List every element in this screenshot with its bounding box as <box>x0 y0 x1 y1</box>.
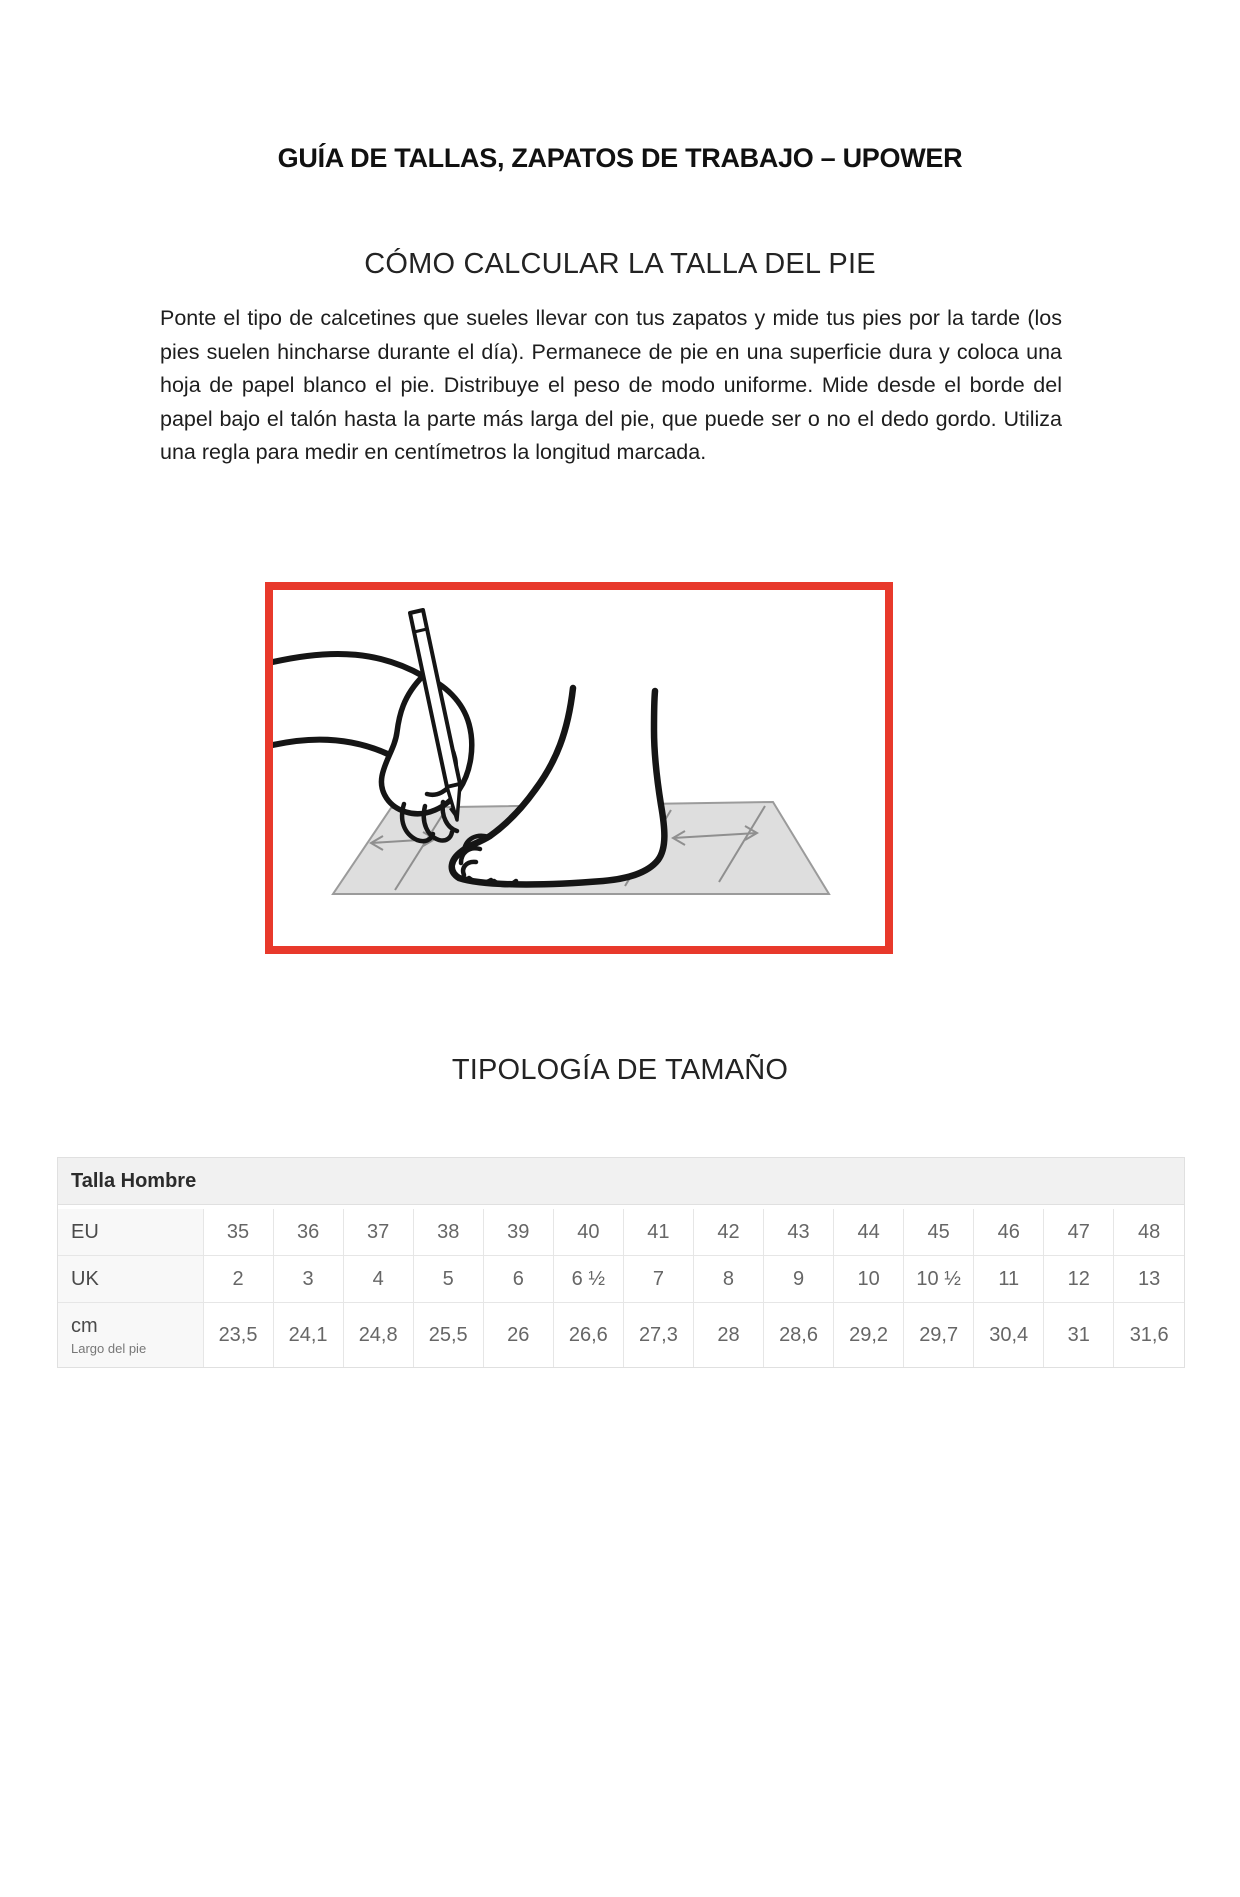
size-cell-cm: 26 <box>483 1303 553 1367</box>
size-cell-eu: 44 <box>834 1209 904 1256</box>
row-label-uk <box>58 1256 203 1303</box>
size-cell-eu: 46 <box>974 1209 1044 1256</box>
row-sublabel-text: Largo del pie <box>71 1341 147 1357</box>
size-cell-uk: 13 <box>1114 1256 1184 1303</box>
row-label-cm <box>58 1303 203 1367</box>
size-cell-cm: 30,4 <box>974 1303 1044 1367</box>
row-label-text: EU <box>71 1220 99 1243</box>
size-cell-cm: 29,2 <box>834 1303 904 1367</box>
foot-measuring-sketch-icon <box>273 590 885 946</box>
size-cell-uk: 4 <box>343 1256 413 1303</box>
size-cell-uk: 9 <box>764 1256 834 1303</box>
size-cell-eu: 40 <box>553 1209 623 1256</box>
size-cell-eu: 36 <box>273 1209 343 1256</box>
size-cell-eu: 41 <box>623 1209 693 1256</box>
size-cell-uk: 2 <box>203 1256 273 1303</box>
document-page <box>0 143 1240 1897</box>
page-title: GUÍA DE TALLAS, ZAPATOS DE TRABAJO – UPOWER <box>277 143 963 173</box>
size-row-uk <box>58 1256 1184 1303</box>
size-cell-uk: 8 <box>693 1256 763 1303</box>
size-cell-uk: 11 <box>974 1256 1044 1303</box>
size-cell-cm: 31 <box>1044 1303 1114 1367</box>
size-cell-uk: 12 <box>1044 1256 1114 1303</box>
size-cell-eu: 38 <box>413 1209 483 1256</box>
row-label-text: UK <box>71 1267 99 1290</box>
size-cell-eu: 47 <box>1044 1209 1114 1256</box>
size-row-eu <box>58 1209 1184 1256</box>
size-cell-cm: 24,1 <box>273 1303 343 1367</box>
size-cell-eu: 42 <box>693 1209 763 1256</box>
size-cell-uk: 3 <box>273 1256 343 1303</box>
size-cell-cm: 29,7 <box>904 1303 974 1367</box>
size-cell-cm: 28,6 <box>764 1303 834 1367</box>
size-cell-eu: 39 <box>483 1209 553 1256</box>
size-cell-uk: 5 <box>413 1256 483 1303</box>
size-cell-uk: 7 <box>623 1256 693 1303</box>
size-cell-eu: 48 <box>1114 1209 1184 1256</box>
size-cell-cm: 27,3 <box>623 1303 693 1367</box>
size-cell-uk: 10 ½ <box>904 1256 974 1303</box>
foot-outline <box>452 688 665 885</box>
section-heading-size-typology: TIPOLOGÍA DE TAMAÑO <box>451 1053 789 1086</box>
size-row-cm <box>58 1303 1184 1367</box>
row-label-eu <box>58 1209 203 1256</box>
size-cell-cm: 24,8 <box>343 1303 413 1367</box>
size-table-title: Talla Hombre <box>58 1158 1184 1205</box>
size-cell-cm: 26,6 <box>553 1303 623 1367</box>
size-cell-cm: 31,6 <box>1114 1303 1184 1367</box>
size-table-grid <box>58 1209 1184 1367</box>
instructions-paragraph: Ponte el tipo de calcetines que sueles llevar con tus zapatos y mide tus pies por la tarde (los pies suelen hincharse durante el día). Permanece de pie en una superficie dura y coloca una hoja de papel blanco el pie. Distribuye el peso de modo uniforme. Mide desde el borde del papel bajo el talón hasta la parte más larga del pie, que puede ser o no el dedo gordo. Utiliza una regla para medir en centímetros la longitud marcada. <box>160 306 1062 465</box>
size-cell-cm: 28 <box>693 1303 763 1367</box>
section-heading-how-to-measure: CÓMO CALCULAR LA TALLA DEL PIE <box>364 248 876 280</box>
size-cell-cm: 23,5 <box>203 1303 273 1367</box>
size-cell-uk: 6 <box>483 1256 553 1303</box>
size-table <box>57 1157 1185 1368</box>
size-cell-eu: 35 <box>203 1209 273 1256</box>
size-cell-cm: 25,5 <box>413 1303 483 1367</box>
foot-measuring-figure <box>265 582 893 954</box>
hand-with-pencil <box>273 610 472 841</box>
size-cell-uk: 10 <box>834 1256 904 1303</box>
size-cell-uk: 6 ½ <box>553 1256 623 1303</box>
size-cell-eu: 37 <box>343 1209 413 1256</box>
row-label-text: cm <box>71 1315 98 1338</box>
size-cell-eu: 45 <box>904 1209 974 1256</box>
size-cell-eu: 43 <box>764 1209 834 1256</box>
